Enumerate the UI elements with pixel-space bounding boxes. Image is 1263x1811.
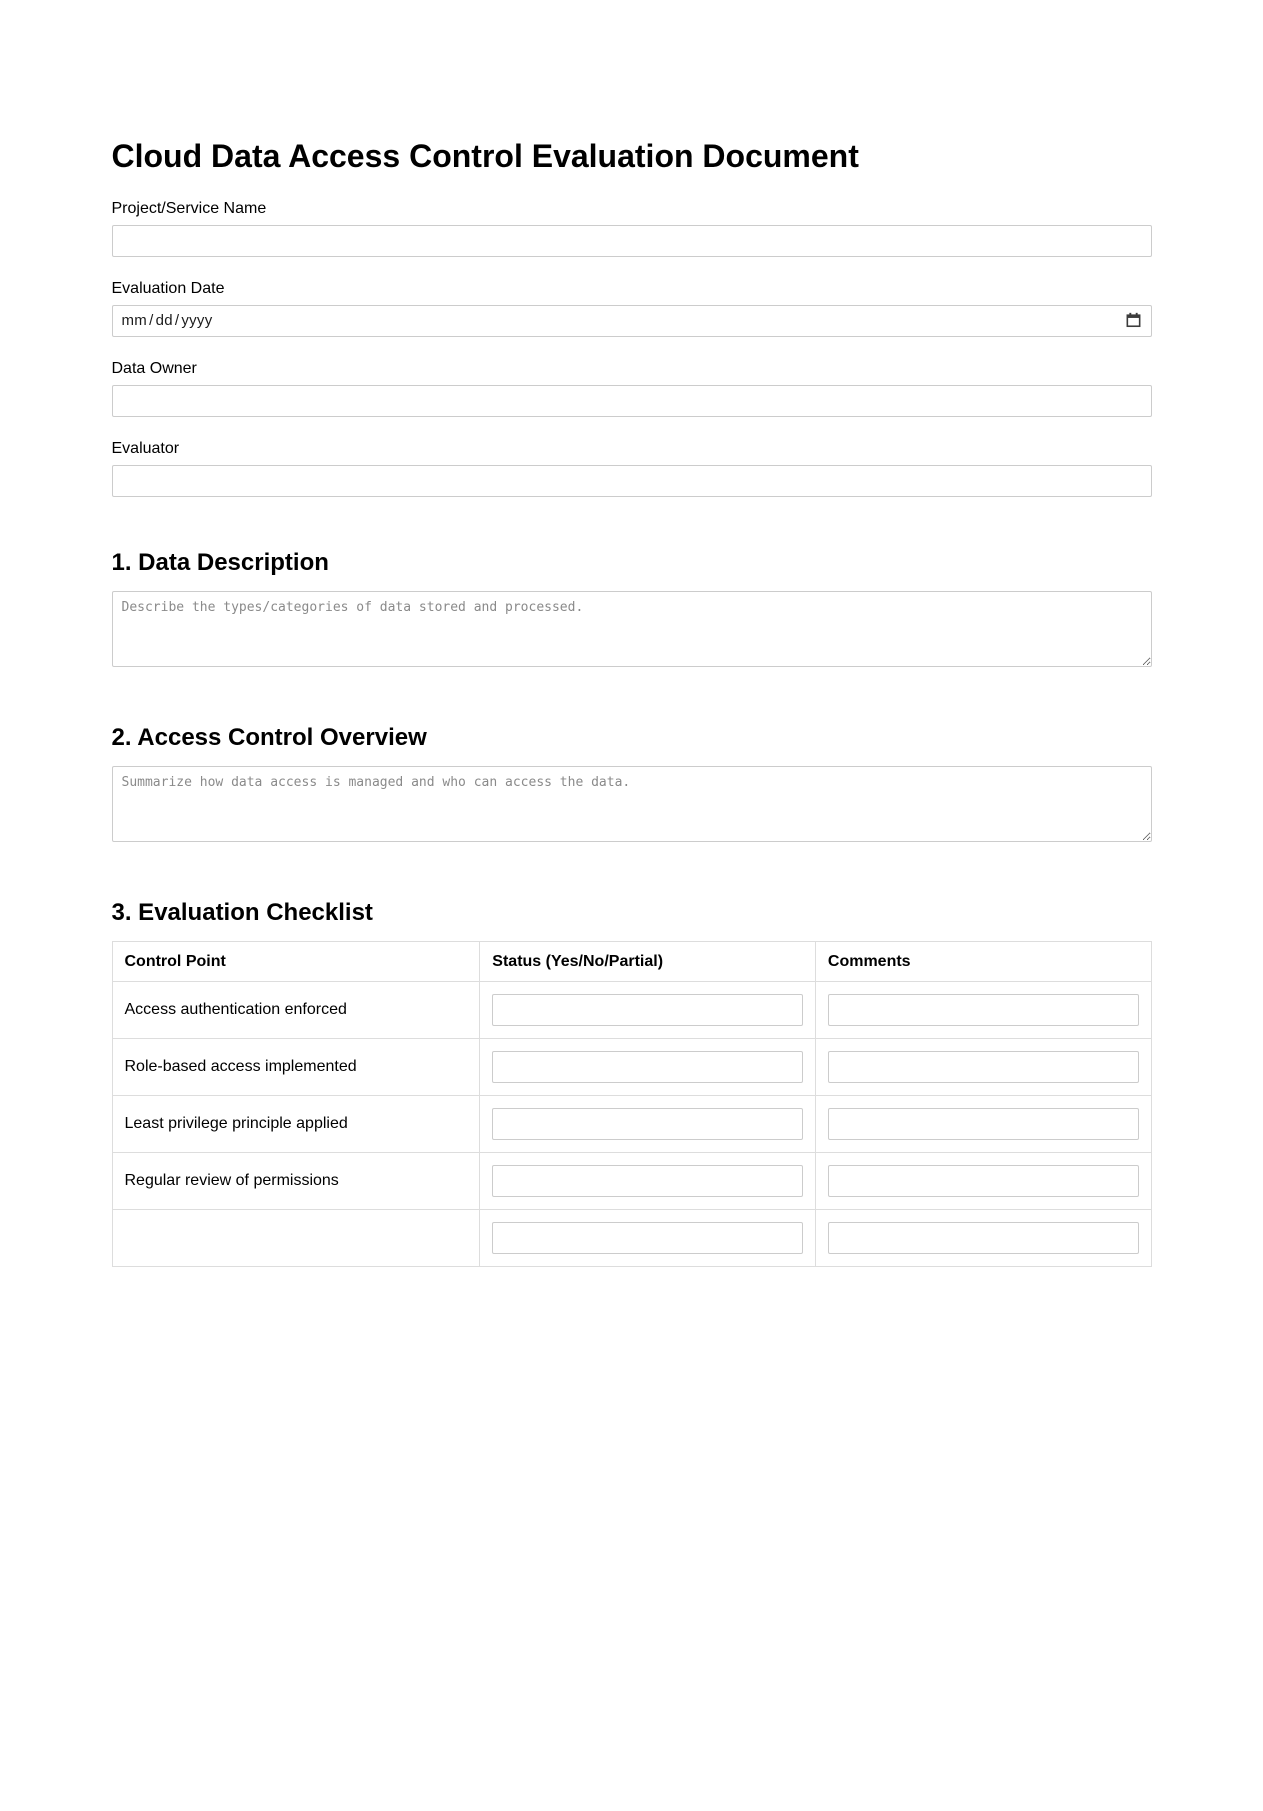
comments-cell (815, 1152, 1151, 1209)
calendar-icon[interactable] (1125, 312, 1142, 329)
status-input[interactable] (492, 1165, 803, 1197)
control-point-cell (112, 1209, 480, 1266)
table-row (112, 981, 1151, 1038)
access-control-overview-textarea[interactable] (112, 766, 1152, 842)
evaluation-date-label: Evaluation Date (111, 279, 225, 297)
project-service-name-field (112, 199, 1152, 257)
section-heading-access-control-overview: 2. Access Control Overview (111, 723, 427, 751)
control-point-label: Least privilege principle applied (124, 1115, 348, 1133)
comments-input[interactable] (828, 1108, 1139, 1140)
evaluator-input[interactable] (112, 465, 1152, 497)
comments-input[interactable] (828, 994, 1139, 1026)
status-input[interactable] (492, 1051, 803, 1083)
date-placeholder-year: yyyy (181, 312, 213, 330)
date-separator: / (174, 312, 180, 330)
date-placeholder-day: dd (155, 312, 173, 330)
control-point-label: Access authentication enforced (124, 1001, 347, 1019)
evaluator-label: Evaluator (111, 439, 180, 457)
status-cell (480, 1095, 816, 1152)
comments-input[interactable] (828, 1165, 1139, 1197)
date-separator: / (149, 312, 154, 330)
project-service-name-input[interactable] (112, 225, 1152, 257)
data-owner-label: Data Owner (111, 359, 197, 377)
section-heading-data-description: 1. Data Description (111, 548, 329, 576)
data-owner-input[interactable] (112, 385, 1152, 417)
comments-cell (815, 981, 1151, 1038)
checklist-header-row (112, 941, 1151, 981)
column-header-comments: Comments (815, 941, 1151, 981)
evaluator-field (112, 439, 1152, 497)
evaluation-date-field (112, 279, 1152, 337)
column-header-status: Status (Yes/No/Partial) (480, 941, 816, 981)
status-cell (480, 1038, 816, 1095)
status-input[interactable] (492, 1222, 803, 1254)
table-row (112, 1152, 1151, 1209)
control-point-cell (112, 1095, 480, 1152)
form-container (112, 0, 1152, 1267)
status-cell (480, 1152, 816, 1209)
page-title: Cloud Data Access Control Evaluation Document (111, 138, 859, 174)
comments-cell (815, 1095, 1151, 1152)
status-cell (480, 981, 816, 1038)
status-input[interactable] (492, 1108, 803, 1140)
status-input[interactable] (492, 994, 803, 1026)
section-heading-evaluation-checklist: 3. Evaluation Checklist (111, 898, 373, 926)
comments-input[interactable] (828, 1051, 1139, 1083)
data-owner-field (112, 359, 1152, 417)
data-description-textarea[interactable] (112, 591, 1152, 667)
control-point-label: Role-based access implemented (124, 1058, 357, 1076)
comments-input[interactable] (828, 1222, 1139, 1254)
evaluation-date-input[interactable] (112, 305, 1152, 337)
control-point-cell (112, 1152, 480, 1209)
table-row (112, 1209, 1151, 1266)
table-row (112, 1095, 1151, 1152)
comments-cell (815, 1209, 1151, 1266)
status-cell (480, 1209, 816, 1266)
project-service-name-label: Project/Service Name (111, 199, 267, 217)
control-point-label: Regular review of permissions (124, 1172, 339, 1190)
column-header-control-point: Control Point (112, 941, 480, 981)
control-point-cell (112, 981, 480, 1038)
table-row (112, 1038, 1151, 1095)
checklist-table (112, 941, 1152, 1267)
date-placeholder-month: mm (121, 312, 148, 330)
control-point-cell (112, 1038, 480, 1095)
comments-cell (815, 1038, 1151, 1095)
